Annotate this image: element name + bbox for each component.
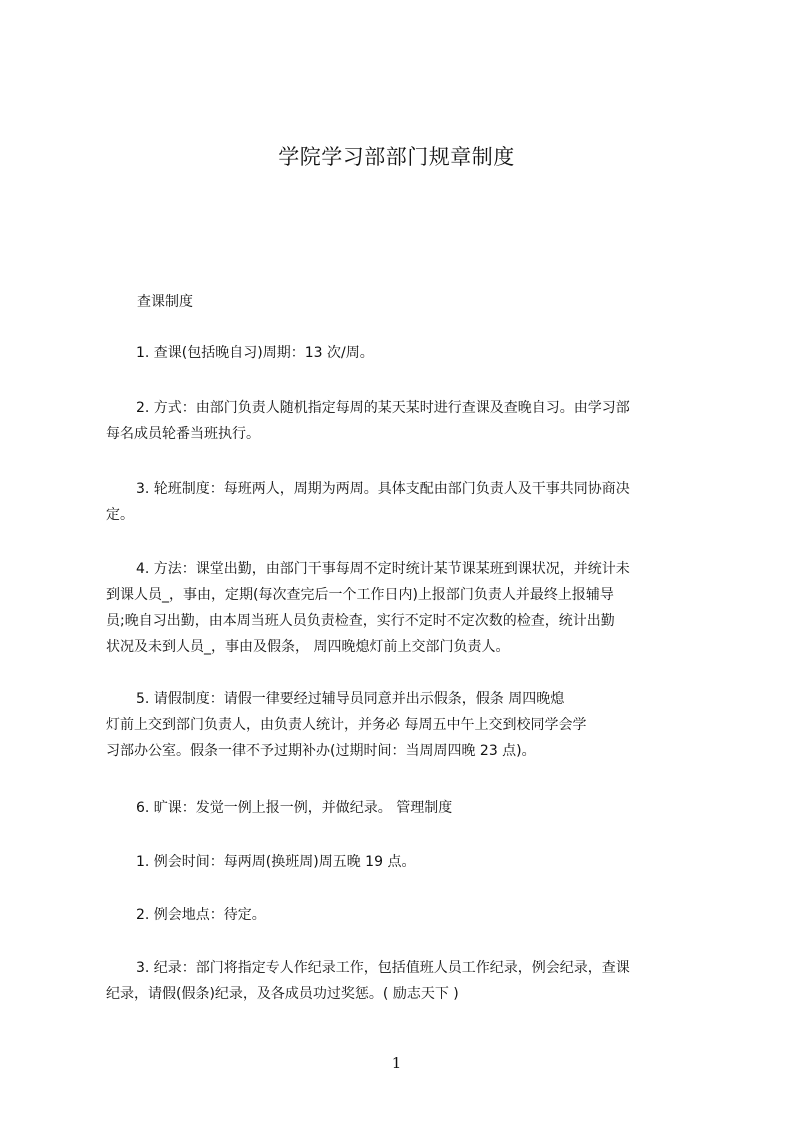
paragraph-1	[106, 340, 710, 366]
paragraph-line: 3. 纪录：部门将指定专人作纪录工作，包括值班人员工作纪录，例会纪录，查课	[136, 960, 630, 976]
paragraph-line: 员;晚自习出勤，由本周当班人员负责检查，实行不定时不定次数的检查，统计出勤	[106, 613, 615, 629]
paragraph-line: 4. 方法：课堂出勤，由部门干事每周不定时统计某节课某班到课状况，并统计未	[136, 561, 630, 577]
paragraph-line: 1. 查课(包括晚自习)周期：13 次/周。	[136, 345, 374, 361]
paragraph-line: 每名成员轮番当班执行。	[106, 426, 260, 442]
paragraph-line: 到课人员_，事由，定期(每次查完后一个工作日内)上报部门负责人并最终上报辅导	[106, 587, 614, 603]
paragraph-7	[106, 849, 710, 875]
paragraph-4	[106, 556, 710, 660]
paragraph-9	[106, 955, 710, 1007]
paragraph-line: 6. 旷课：发觉一例上报一例，并做纪录。 管理制度	[136, 800, 453, 816]
paragraph-2	[106, 395, 710, 447]
paragraph-line: 3. 轮班制度：每班两人，周期为两周。具体支配由部门负责人及干事共同协商决	[136, 481, 630, 497]
paragraph-line: 1. 例会时间：每两周(换班周)周五晚 19 点。	[136, 854, 416, 870]
paragraph-line: 定。	[106, 507, 134, 523]
section-heading: 查课制度	[137, 294, 193, 310]
paragraph-line: 2. 例会地点：待定。	[136, 907, 266, 923]
paragraph-line: 习部办公室。假条一律不予过期补办(过期时间：当周周四晚 23 点)。	[106, 743, 536, 759]
paragraph-8	[106, 902, 710, 928]
page-number: 1	[391, 1054, 402, 1072]
paragraph-5	[106, 686, 710, 764]
paragraph-3	[106, 476, 710, 528]
paragraph-line: 灯前上交到部门负责人，由负责人统计，并务必 每周五中午上交到校同学会学	[106, 717, 587, 733]
paragraph-line: 2. 方式：由部门负责人随机指定每周的某天某时进行查课及查晚自习。由学习部	[136, 400, 630, 416]
paragraph-line: 状况及未到人员_，事由及假条， 周四晚熄灯前上交部门负责人。	[106, 639, 510, 655]
document-title: 学院学习部部门规章制度	[278, 145, 515, 169]
paragraph-line: 5. 请假制度：请假一律要经过辅导员同意并出示假条，假条 周四晚熄	[136, 691, 565, 707]
paragraph-6	[106, 795, 710, 821]
paragraph-line: 纪录，请假(假条)纪录，及各成员功过奖惩。( 励志天下 )	[106, 986, 459, 1002]
